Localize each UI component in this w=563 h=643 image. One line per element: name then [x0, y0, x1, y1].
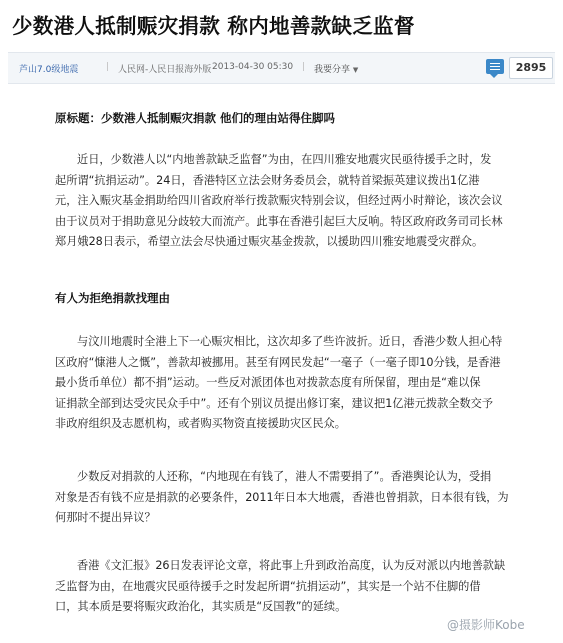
meta-divider: |: [302, 62, 306, 72]
article-meta-bar: [8, 52, 555, 84]
paragraph-3: [55, 467, 540, 529]
comment-icon[interactable]: [486, 59, 504, 74]
subheading-text: 有人为拒绝捐款找理由: [55, 291, 170, 305]
paragraph-line: 非政府组织及志愿机构，或者购买物资直接援助灾区民众。: [55, 417, 346, 430]
paragraph-line: 近日，少数港人以“内地善款缺乏监督”为由，在四川雅安地震灾民亟待援手之时，发: [77, 153, 492, 166]
original-title: [55, 108, 540, 129]
comment-count-button[interactable]: 2895: [509, 57, 553, 79]
paragraph-line: 证捐款全部到达受灾民众手中”。还有个别议员提出修订案，建议把1亿港元拨款全数交予: [55, 396, 494, 410]
paragraph-line: 与汶川地震时全港上下一心赈灾相比，这次却多了些许波折。近日，香港少数人担心特: [77, 335, 503, 348]
paragraph-line: 口，其本质是要将赈灾政治化，其实质是“反国教”的延续。: [55, 600, 347, 613]
paragraph-2: [55, 332, 540, 435]
paragraph-line: 少数反对捐款的人还称，“内地现在有钱了，港人不需要捐了”。香港舆论认为，受捐: [77, 470, 492, 483]
share-menu[interactable]: [314, 62, 358, 75]
article-title: 少数港人抵制赈灾捐款 称内地善款缺乏监督: [12, 14, 415, 38]
paragraph-line: 由于议员对于捐助意见分歧较大而流产。此事在香港引起巨大反响。特区政府政务司司长林: [55, 214, 503, 228]
paragraph-4: [55, 556, 540, 618]
watermark: @摄影师Kobe: [447, 618, 525, 632]
original-title-line: 原标题：少数港人抵制赈灾捐款 他们的理由站得住脚吗: [55, 111, 336, 125]
paragraph-line: 何那时不提出异议？: [55, 511, 156, 524]
paragraph-line: 郑月娥28日表示，希望立法会尽快通过赈灾基金拨款，以援助四川雅安地震受灾群众。: [55, 235, 484, 248]
paragraph-line: 香港《文汇报》26日发表评论文章，将此事上升到政治高度，认为反对派以内地善款缺: [77, 559, 506, 572]
meta-divider: |: [106, 62, 110, 72]
paragraph-line: 乏监督为由，在地震灾民亟待援手之时发起所谓“抗捐运动”，其实是一个站不住脚的借: [55, 579, 481, 593]
section-subheading: [55, 288, 540, 309]
publish-time: 2013-04-30 05:30: [212, 62, 294, 72]
source-link[interactable]: 人民网-人民日报海外版: [118, 65, 212, 75]
share-label: 我要分享: [314, 65, 351, 75]
paragraph-line: 起所谓“抗捐运动”。24日，香港特区立法会财务委员会，就特首梁振英建议拨出1亿港: [55, 173, 480, 187]
chevron-down-icon: ▼: [352, 66, 359, 74]
paragraph-line: 元，注入赈灾基金捐助给四川省政府举行拨款赈灾特别会议，但经过两小时辩论，该次会议: [55, 194, 503, 207]
channel-link[interactable]: 芦山7.0级地震: [19, 65, 79, 75]
paragraph-line: 对象是否有钱不应是捐款的必要条件，2011年日本大地震，香港也曾捐款，日本很有钱，为: [55, 490, 509, 504]
paragraph-1: [55, 150, 540, 253]
paragraph-line: 最小货币单位）都不捐”运动。一些反对派团体也对拨款态度有所保留，理由是“难以保: [55, 376, 481, 389]
paragraph-line: 区政府“慷港人之慨”，善款却被挪用。甚至有网民发起“一毫子（一毫子即10分钱，是香港: [55, 355, 501, 369]
